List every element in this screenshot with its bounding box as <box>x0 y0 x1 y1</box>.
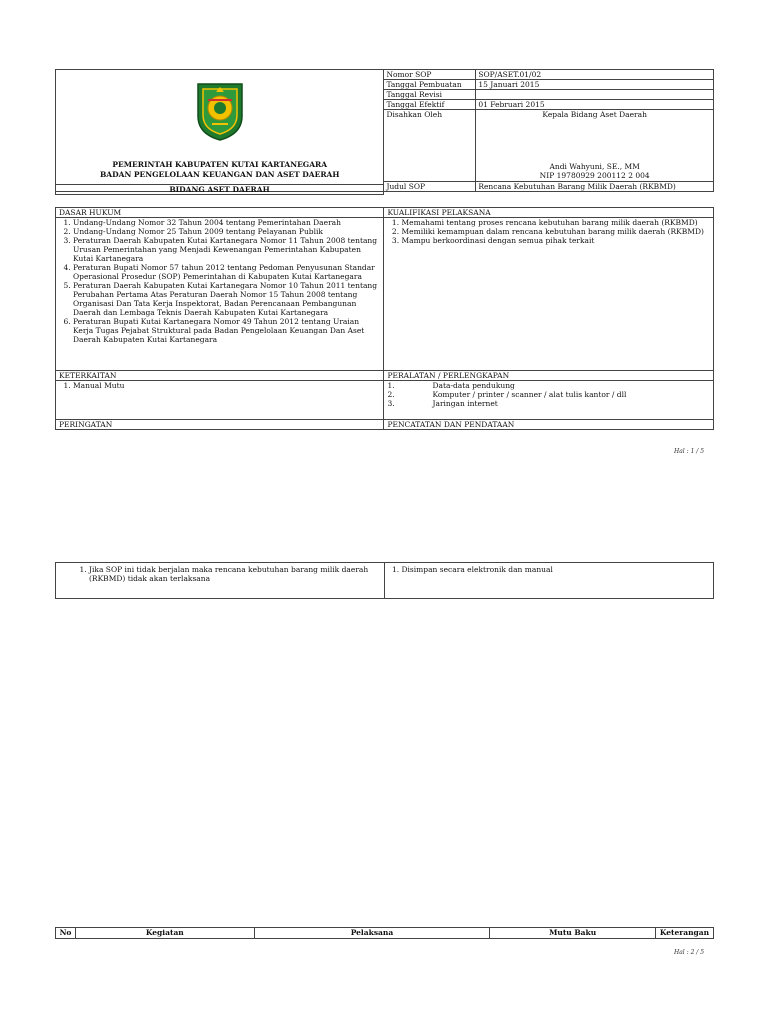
list-item: 1. Jika SOP ini tidak berjalan maka rencana kebutuhan barang milik daerah (RKBMD) tidak akan terlaksana <box>89 565 381 583</box>
procedure-table <box>55 927 714 939</box>
column-header-kegiatan: Kegiatan <box>75 928 254 939</box>
list-item: 2. Undang-Undang Nomor 25 Tahun 2009 tentang Pelayanan Publik <box>73 227 380 236</box>
dasar-hukum-heading: DASAR HUKUM <box>56 208 384 218</box>
pencatatan-list <box>388 565 710 574</box>
field-value: 01 Februari 2015 <box>476 100 714 110</box>
sop-header-table <box>55 69 714 192</box>
regency-emblem-icon <box>194 80 246 142</box>
peringatan-list <box>59 565 381 583</box>
pencatatan-heading: PENCATATAN DAN PENDATAAN <box>384 420 714 430</box>
sop-details-table <box>55 207 714 430</box>
sop-title-label: Judul SOP <box>384 182 476 192</box>
list-item: 1. Data-data pendukung <box>387 381 515 390</box>
list-item: 2. Memiliki kemampuan dalam rencana kebutuhan barang milik daerah (RKBMD) <box>401 227 710 236</box>
peringatan-list-cell <box>56 563 385 599</box>
list-item: 3. Jaringan internet <box>387 399 498 408</box>
approval-block <box>476 110 714 182</box>
field-label: Tanggal Revisi <box>384 90 476 100</box>
approval-label: Disahkan Oleh <box>384 110 476 182</box>
column-header-pelaksana: Pelaksana <box>254 928 490 939</box>
keterkaitan-heading: KETERKAITAN <box>56 371 384 381</box>
list-item: 1. Manual Mutu <box>73 381 380 390</box>
list-item: 1. Undang-Undang Nomor 32 Tahun 2004 tentang Pemerintahan Daerah <box>73 218 380 227</box>
peralatan-list-cell <box>384 381 714 420</box>
page-marker: Hal : 2 / 5 <box>674 949 705 956</box>
list-item: 2. Komputer / printer / scanner / alat tulis kantor / dll <box>387 390 627 399</box>
list-item: 6. Peraturan Bupati Kutai Kartanegara Nomor 49 Tahun 2012 tentang Uraian Kerja Tugas Pejabat Struktural pada Badan Pengelolaan Keuangan Dan Aset Daerah Kabupaten Kutai Kartanegara <box>73 317 380 344</box>
list-item: 1. Memahami tentang proses rencana kebutuhan barang milik daerah (RKBMD) <box>401 218 710 227</box>
unit-row <box>55 184 384 195</box>
dasar-hukum-list <box>59 218 380 344</box>
list-item: 4. Peraturan Bupati Nomor 57 tahun 2012 tentang Pedoman Penyusunan Standar Operasional Prosedur (SOP) Pemerintahan di Kabupaten Kutai Kartanegara <box>73 263 380 281</box>
approval-title: Kepala Bidang Aset Daerah <box>542 110 647 119</box>
kualifikasi-list-cell <box>384 218 714 371</box>
field-label: Tanggal Efektif <box>384 100 476 110</box>
org-identity-cell <box>56 70 384 192</box>
list-item: 5. Peraturan Daerah Kabupaten Kutai Kartanegara Nomor 10 Tahun 2011 tentang Perubahan Pertama Atas Peraturan Daerah Nomor 15 Tahun 2008 tentang Organisasi Dan Tata Kerja Inspektorat, Badan Perencanaan Pembangunan Daerah dan Lembaga Teknis Daerah Kabupaten Kutai Kartanegara <box>73 281 380 317</box>
column-header-keterangan: Keterangan <box>655 928 713 939</box>
kualifikasi-heading: KUALIFIKASI PELAKSANA <box>384 208 714 218</box>
org-name-line2: BADAN PENGELOLAAN KEUANGAN DAN ASET DAERAH <box>99 170 340 179</box>
list-item: 1. Disimpan secara elektronik dan manual <box>402 565 710 574</box>
regency-logo <box>58 80 381 144</box>
column-header-mutu-baku: Mutu Baku <box>490 928 656 939</box>
dasar-hukum-list-cell <box>56 218 384 371</box>
list-item: 3. Mampu berkoordinasi dengan semua pihak terkait <box>401 236 710 245</box>
field-label: Tanggal Pembuatan <box>384 80 476 90</box>
pencatatan-list-cell <box>384 563 713 599</box>
kualifikasi-list <box>387 218 710 245</box>
field-label: Nomor SOP <box>384 70 476 80</box>
sop-title-value: Rencana Kebutuhan Barang Milik Daerah (RKBMD) <box>476 182 714 192</box>
list-item: 3. Peraturan Daerah Kabupaten Kutai Kartanegara Nomor 11 Tahun 2008 tentang Urusan Pemerintahan yang Menjadi Kewenangan Pemerintahan Kabupaten Kutai Kartanegara <box>73 236 380 263</box>
keterkaitan-list <box>59 381 380 390</box>
approver-nip: NIP 19780929 200112 2 004 <box>539 171 650 180</box>
peralatan-heading: PERALATAN / PERLENGKAPAN <box>384 371 714 381</box>
field-value: SOP/ASET.01/02 <box>476 70 714 80</box>
approver-name: Andi Wahyuni, SE., MM <box>549 162 640 171</box>
unit-name: BIDANG ASET DAERAH <box>169 185 270 194</box>
keterkaitan-list-cell <box>56 381 384 420</box>
peringatan-heading: PERINGATAN <box>56 420 384 430</box>
org-name-line1: PEMERINTAH KABUPATEN KUTAI KARTANEGARA <box>112 160 328 169</box>
page-marker: Hal : 1 / 5 <box>674 448 705 455</box>
field-value <box>476 90 714 100</box>
field-value: 15 Januari 2015 <box>476 80 714 90</box>
peringatan-pencatatan-table <box>55 562 714 599</box>
column-header-no: No <box>56 928 76 939</box>
